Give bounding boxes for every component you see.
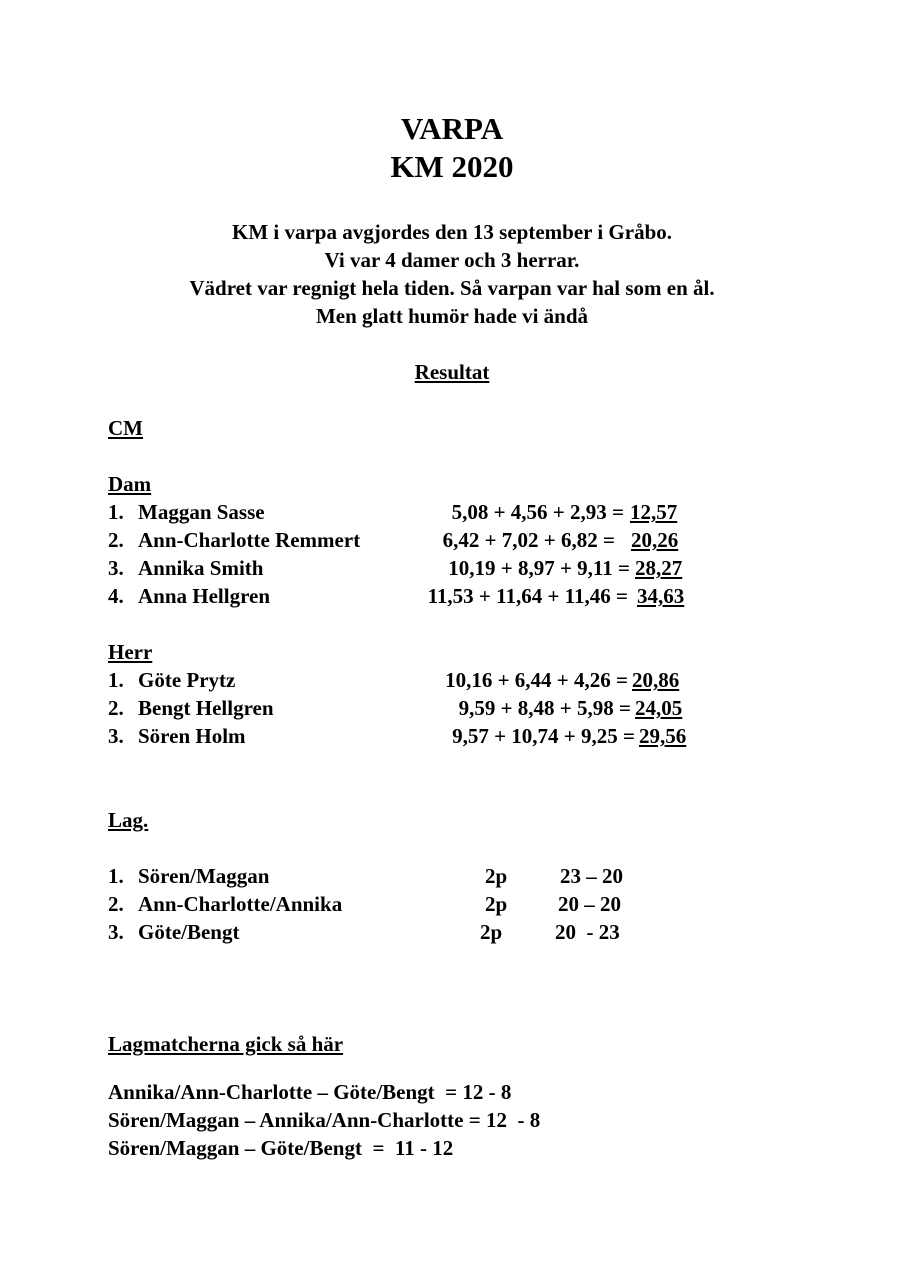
lag-points: 2p <box>480 920 503 944</box>
herr-calc: 10,16 + 6,44 + 4,26 = <box>445 668 628 692</box>
dam-rank: 1. <box>108 500 124 524</box>
lag-rank: 2. <box>108 892 124 916</box>
intro-line: KM i varpa avgjordes den 13 september i Gråbo. <box>232 220 672 244</box>
herr-rank: 2. <box>108 696 124 720</box>
dam-total: 28,27 <box>635 556 683 580</box>
lag-score: 20 - 23 <box>555 920 620 944</box>
intro-line: Men glatt humör hade vi ändå <box>315 304 589 328</box>
cm-heading: CM <box>108 416 143 440</box>
dam-calc: 5,08 + 4,56 + 2,93 = <box>451 500 624 524</box>
intro-line: Vi var 4 damer och 3 herrar. <box>324 248 580 272</box>
dam-calc: 6,42 + 7,02 + 6,82 = <box>442 528 615 552</box>
dam-total: 34,63 <box>637 584 685 608</box>
dam-name: Ann-Charlotte Remmert <box>138 528 361 552</box>
lag-team: Göte/Bengt <box>138 920 240 944</box>
herr-name: Bengt Hellgren <box>138 696 274 720</box>
herr-total: 20,86 <box>632 668 680 692</box>
lag-score: 23 – 20 <box>560 864 623 888</box>
dam-total: 20,26 <box>631 528 679 552</box>
herr-rank: 3. <box>108 724 124 748</box>
dam-name: Anna Hellgren <box>138 584 271 608</box>
herr-total: 29,56 <box>639 724 687 748</box>
document-title: VARPA <box>400 111 504 146</box>
herr-calc: 9,57 + 10,74 + 9,25 = <box>452 724 635 748</box>
lag-team: Ann-Charlotte/Annika <box>138 892 343 916</box>
lag-rank: 1. <box>108 864 124 888</box>
herr-heading: Herr <box>108 640 153 664</box>
intro-line: Vädret var regnigt hela tiden. Så varpan var hal som en ål. <box>189 276 715 300</box>
document-subtitle: KM 2020 <box>390 149 514 184</box>
herr-rank: 1. <box>108 668 124 692</box>
dam-name: Annika Smith <box>138 556 264 580</box>
lag-heading: Lag. <box>108 808 149 832</box>
dam-name: Maggan Sasse <box>138 500 265 524</box>
lag-points: 2p <box>485 892 508 916</box>
herr-total: 24,05 <box>635 696 683 720</box>
dam-calc: 10,19 + 8,97 + 9,11 = <box>448 556 630 580</box>
matches-heading: Lagmatcherna gick så här <box>108 1032 344 1056</box>
herr-name: Göte Prytz <box>138 668 236 692</box>
match-line: Sören/Maggan – Annika/Ann-Charlotte = 12 - 8 <box>108 1108 541 1132</box>
herr-calc: 9,59 + 8,48 + 5,98 = <box>458 696 631 720</box>
dam-rank: 3. <box>108 556 124 580</box>
lag-rank: 3. <box>108 920 124 944</box>
herr-name: Sören Holm <box>138 724 246 748</box>
lag-score: 20 – 20 <box>558 892 621 916</box>
dam-heading: Dam <box>108 472 152 496</box>
match-line: Annika/Ann-Charlotte – Göte/Bengt = 12 - 8 <box>108 1080 512 1104</box>
dam-total: 12,57 <box>630 500 678 524</box>
results-heading: Resultat <box>414 360 490 384</box>
dam-calc: 11,53 + 11,64 + 11,46 = <box>427 584 628 608</box>
dam-rank: 4. <box>108 584 124 608</box>
lag-points: 2p <box>485 864 508 888</box>
dam-rank: 2. <box>108 528 124 552</box>
match-line: Sören/Maggan – Göte/Bengt = 11 - 12 <box>108 1136 454 1160</box>
lag-team: Sören/Maggan <box>138 864 270 888</box>
